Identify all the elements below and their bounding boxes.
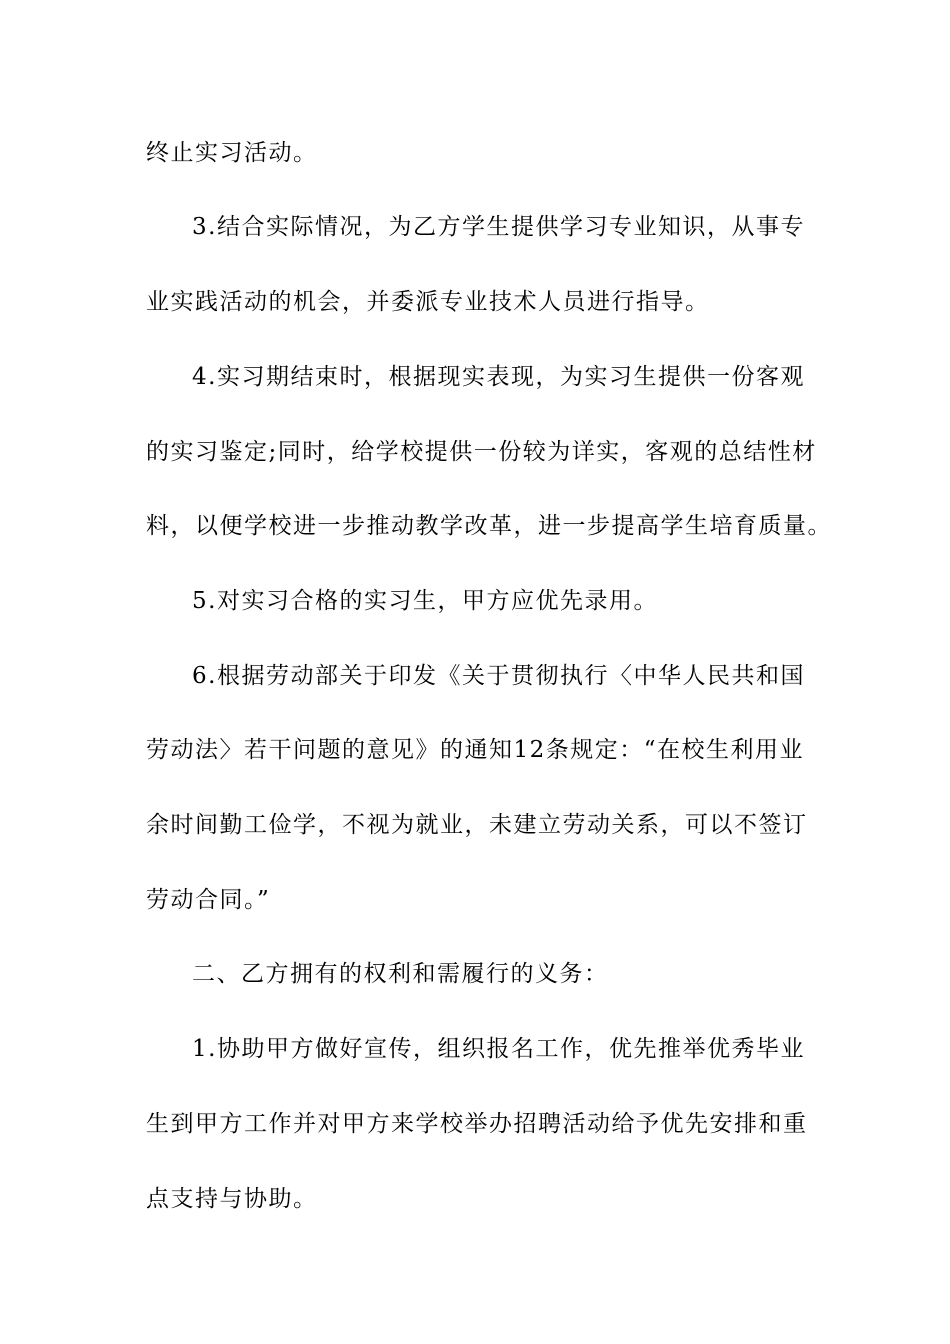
text-line: 点支持与协助。 [146,1186,318,1212]
text-line: 4.实习期结束时，根据现实表现，为实习生提供一份客观 [192,364,805,390]
text-line: 劳动合同。” [146,887,271,913]
text-line: 1.协助甲方做好宣传，组织报名工作，优先推举优秀毕业 [192,1036,805,1062]
text-line: 终止实习活动。 [146,140,318,166]
text-line: 生到甲方工作并对甲方来学校举办招聘活动给予优先安排和重 [146,1111,808,1137]
text-line: 业实践活动的机会，并委派专业技术人员进行指导。 [146,289,710,315]
text-line: 料，以便学校进一步推动教学改革，进一步提高学生培育质量。 [146,513,832,539]
section-heading: 二、乙方拥有的权利和需履行的义务： [192,961,609,987]
text-line: 的实习鉴定;同时，给学校提供一份较为详实，客观的总结性材 [146,439,817,465]
text-line: 劳动法〉若干问题的意见》的通知12条规定：“在校生利用业 [146,737,805,763]
text-line: 余时间勤工俭学，不视为就业，未建立劳动关系，可以不签订 [146,812,808,838]
text-line: 5.对实习合格的实习生，甲方应优先录用。 [192,588,658,614]
text-line: 3.结合实际情况，为乙方学生提供学习专业知识，从事专 [192,214,805,240]
text-line: 6.根据劳动部关于印发《关于贯彻执行〈中华人民共和国 [192,663,805,689]
